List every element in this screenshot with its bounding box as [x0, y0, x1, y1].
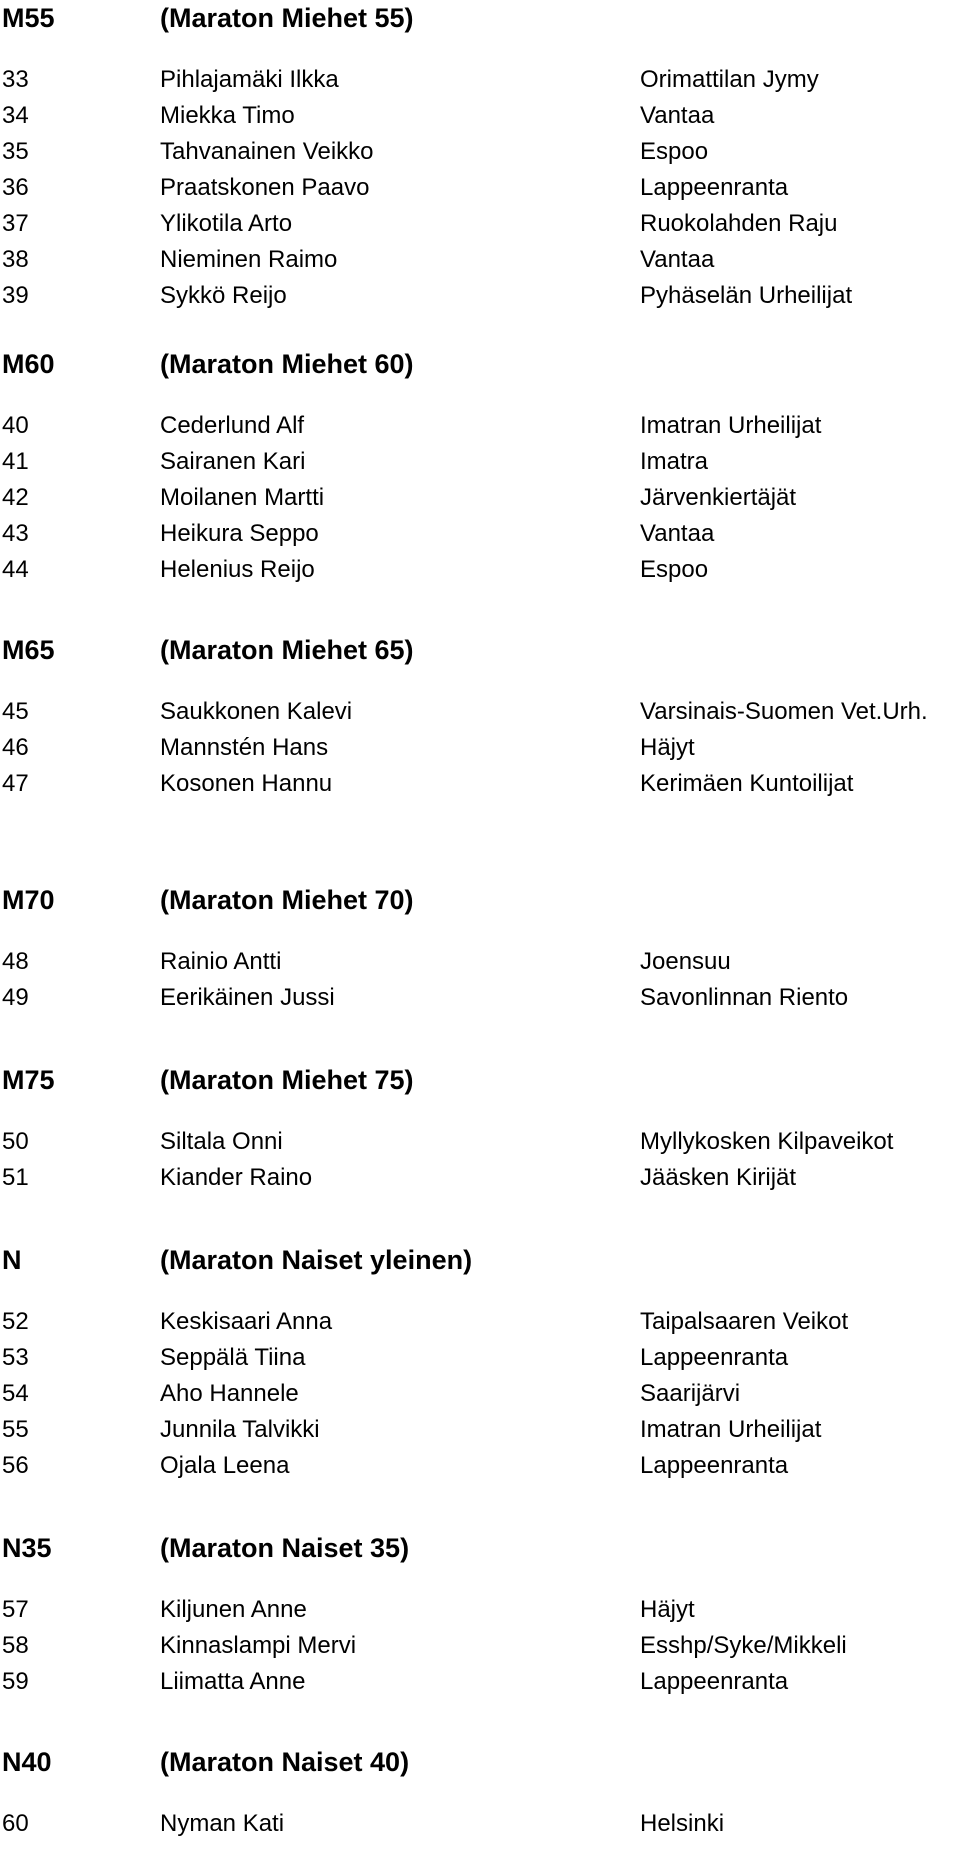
participant-name: Helenius Reijo	[160, 556, 315, 583]
list-item	[0, 62, 960, 98]
participant-name: Siltala Onni	[160, 1128, 283, 1155]
list-item	[0, 730, 960, 766]
participant-number: 55	[2, 1416, 29, 1443]
section-title: (Maraton Miehet 70)	[160, 885, 414, 915]
participant-number: 33	[2, 66, 29, 93]
participant-club: Imatran Urheilijat	[640, 412, 822, 439]
list-item	[0, 1412, 960, 1448]
participant-name: Sairanen Kari	[160, 448, 306, 475]
section-header	[0, 632, 960, 668]
list-item	[0, 1304, 960, 1340]
participant-name: Pihlajamäki Ilkka	[160, 66, 339, 93]
participant-number: 56	[2, 1452, 29, 1479]
list-item	[0, 170, 960, 206]
participant-club: Lappeenranta	[640, 1668, 789, 1695]
participant-name: Ylikotila Arto	[160, 210, 293, 237]
participant-name: Eerikäinen Jussi	[160, 984, 335, 1011]
participant-club: Espoo	[640, 556, 709, 583]
participant-number: 35	[2, 138, 29, 165]
list-item	[0, 480, 960, 516]
participant-club: Häjyt	[640, 734, 695, 761]
list-item	[0, 1376, 960, 1412]
participant-club: Varsinais-Suomen Vet.Urh.	[640, 698, 928, 725]
participant-name: Kosonen Hannu	[160, 770, 333, 797]
participant-number: 40	[2, 412, 29, 439]
list-item	[0, 552, 960, 588]
list-item	[0, 694, 960, 730]
participant-name: Saukkonen Kalevi	[160, 698, 353, 725]
participant-number: 49	[2, 984, 29, 1011]
section-title: (Maraton Miehet 60)	[160, 349, 414, 379]
section-code: N35	[2, 1533, 52, 1563]
participant-club: Lappeenranta	[640, 1452, 789, 1479]
participant-name: Cederlund Alf	[160, 412, 305, 439]
section-title: (Maraton Miehet 55)	[160, 3, 414, 33]
participant-name: Nieminen Raimo	[160, 246, 338, 273]
participant-club: Kerimäen Kuntoilijat	[640, 770, 854, 797]
section-header	[0, 1242, 960, 1278]
list-item	[0, 1124, 960, 1160]
participant-number: 41	[2, 448, 29, 475]
list-item	[0, 1664, 960, 1700]
participant-club: Orimattilan Jymy	[640, 66, 819, 93]
participant-name: Tahvanainen Veikko	[160, 138, 374, 165]
section-title: (Maraton Naiset 40)	[160, 1747, 410, 1777]
section-header	[0, 0, 960, 36]
participant-number: 50	[2, 1128, 29, 1155]
participant-club: Imatra	[640, 448, 709, 475]
section-title: (Maraton Naiset 35)	[160, 1533, 410, 1563]
participant-club: Järvenkiertäjät	[640, 484, 797, 511]
participant-name: Praatskonen Paavo	[160, 174, 370, 201]
list-item	[0, 944, 960, 980]
participant-club: Saarijärvi	[640, 1380, 741, 1407]
section-header	[0, 1062, 960, 1098]
list-item	[0, 1340, 960, 1376]
participant-name: Nyman Kati	[160, 1810, 285, 1837]
participant-club: Vantaa	[640, 102, 715, 129]
participant-name: Aho Hannele	[160, 1380, 299, 1407]
section-code: M75	[2, 1065, 55, 1095]
list-item	[0, 516, 960, 552]
participant-club: Helsinki	[640, 1810, 725, 1837]
participant-club: Savonlinnan Riento	[640, 984, 849, 1011]
participant-name: Heikura Seppo	[160, 520, 319, 547]
participant-name: Seppälä Tiina	[160, 1344, 306, 1371]
section-header	[0, 882, 960, 918]
participant-club: Jääsken Kirijät	[640, 1164, 797, 1191]
participant-club: Taipalsaaren Veikot	[640, 1308, 849, 1335]
participant-number: 42	[2, 484, 29, 511]
participant-number: 59	[2, 1668, 29, 1695]
list-item	[0, 98, 960, 134]
participant-number: 47	[2, 770, 29, 797]
participant-number: 51	[2, 1164, 29, 1191]
section-code: M65	[2, 635, 55, 665]
section-code: N40	[2, 1747, 52, 1777]
participant-name: Ojala Leena	[160, 1452, 290, 1479]
participant-number: 43	[2, 520, 29, 547]
participant-name: Kiljunen Anne	[160, 1596, 307, 1623]
participant-name: Miekka Timo	[160, 102, 295, 129]
participant-number: 45	[2, 698, 29, 725]
participant-name: Sykkö Reijo	[160, 282, 287, 309]
section-code: M60	[2, 349, 55, 379]
list-item	[0, 444, 960, 480]
list-item	[0, 206, 960, 242]
participant-number: 52	[2, 1308, 29, 1335]
participant-number: 60	[2, 1810, 29, 1837]
list-item	[0, 1448, 960, 1484]
section-header	[0, 346, 960, 382]
participant-number: 53	[2, 1344, 29, 1371]
participant-name: Rainio Antti	[160, 948, 282, 975]
list-item	[0, 980, 960, 1016]
participant-name: Kinnaslampi Mervi	[160, 1632, 357, 1659]
participant-club: Pyhäselän Urheilijat	[640, 282, 853, 309]
participant-name: Keskisaari Anna	[160, 1308, 333, 1335]
participant-number: 58	[2, 1632, 29, 1659]
participant-club: Espoo	[640, 138, 709, 165]
list-item	[0, 1592, 960, 1628]
participant-number: 54	[2, 1380, 29, 1407]
participant-name: Mannstén Hans	[160, 734, 329, 761]
list-item	[0, 1160, 960, 1196]
section-header	[0, 1744, 960, 1780]
participant-number: 36	[2, 174, 29, 201]
list-item	[0, 134, 960, 170]
section-code: M55	[2, 3, 55, 33]
section-title: (Maraton Miehet 65)	[160, 635, 414, 665]
list-item	[0, 1628, 960, 1664]
participant-club: Ruokolahden Raju	[640, 210, 838, 237]
participant-number: 39	[2, 282, 29, 309]
section-code: N	[2, 1245, 22, 1275]
participant-number: 46	[2, 734, 29, 761]
section-title: (Maraton Naiset yleinen)	[160, 1245, 473, 1275]
participant-club: Imatran Urheilijat	[640, 1416, 822, 1443]
participant-number: 34	[2, 102, 29, 129]
list-item	[0, 766, 960, 802]
list-item	[0, 242, 960, 278]
participant-name: Kiander Raino	[160, 1164, 313, 1191]
participant-name: Junnila Talvikki	[160, 1416, 320, 1443]
list-item	[0, 278, 960, 314]
section-code: M70	[2, 885, 55, 915]
participant-name: Moilanen Martti	[160, 484, 325, 511]
section-title: (Maraton Miehet 75)	[160, 1065, 414, 1095]
participant-name: Liimatta Anne	[160, 1668, 306, 1695]
list-item	[0, 408, 960, 444]
section-header	[0, 1530, 960, 1566]
participant-club: Esshp/Syke/Mikkeli	[640, 1632, 847, 1659]
participant-number: 57	[2, 1596, 29, 1623]
participant-number: 37	[2, 210, 29, 237]
participant-club: Vantaa	[640, 246, 715, 273]
participant-number: 38	[2, 246, 29, 273]
participant-club: Lappeenranta	[640, 1344, 789, 1371]
participant-club: Häjyt	[640, 1596, 695, 1623]
participant-club: Joensuu	[640, 948, 731, 975]
participant-number: 48	[2, 948, 29, 975]
list-item	[0, 1806, 960, 1842]
participant-number: 44	[2, 556, 29, 583]
participant-club: Lappeenranta	[640, 174, 789, 201]
participant-club: Myllykosken Kilpaveikot	[640, 1128, 894, 1155]
participant-club: Vantaa	[640, 520, 715, 547]
